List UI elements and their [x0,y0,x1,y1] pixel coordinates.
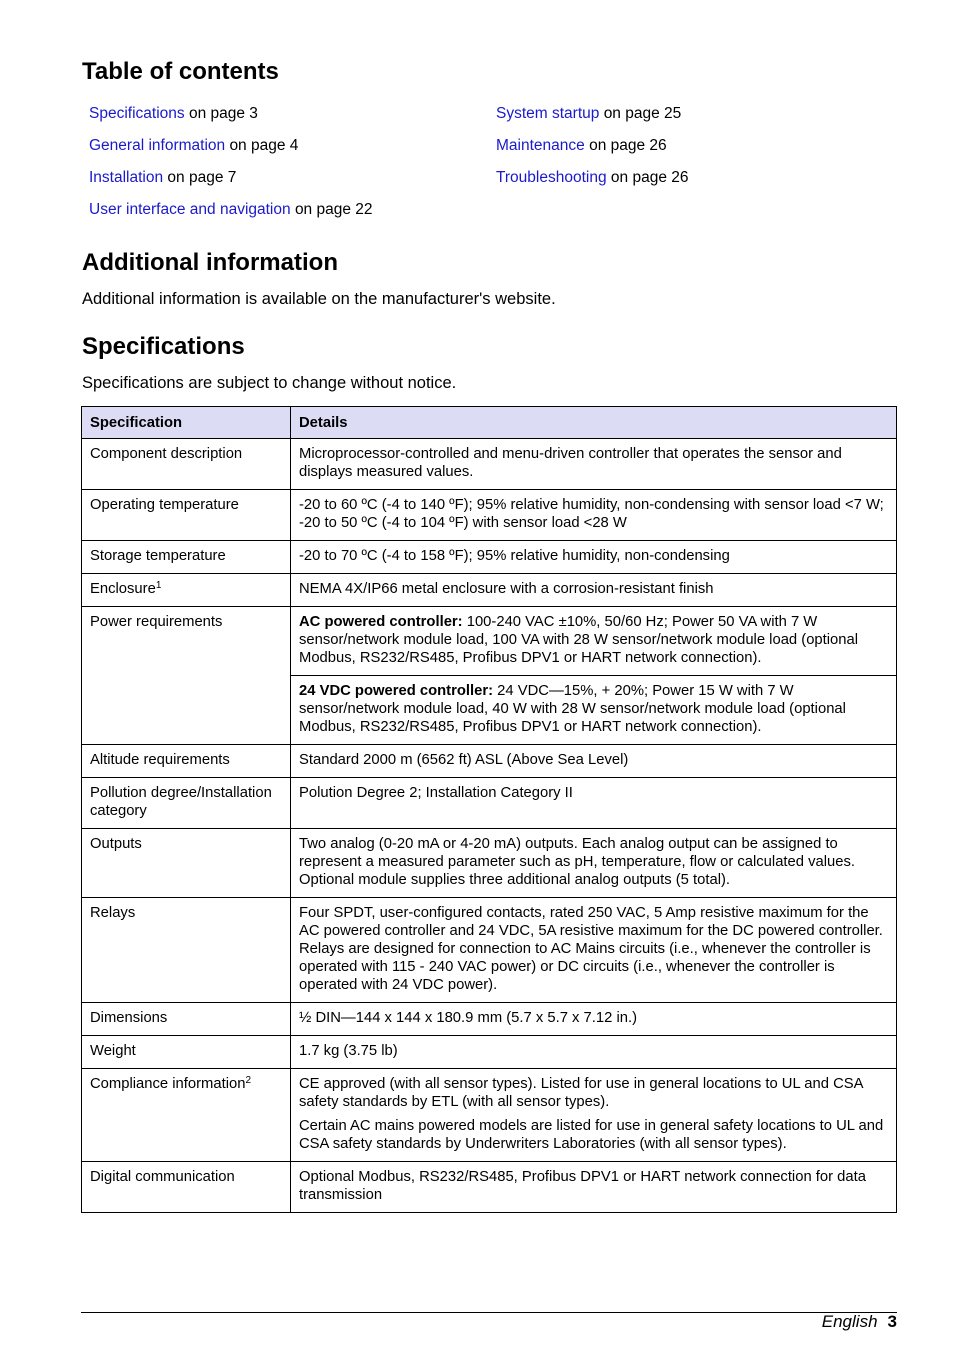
toc-entry [496,136,688,168]
details-cell [291,607,897,676]
spec-cell: Power requirements [82,607,291,745]
details-cell: ½ DIN—144 x 144 x 180.9 mm (5.7 x 5.7 x 7.12 in.) [291,1003,897,1036]
spec-cell: Dimensions [82,1003,291,1036]
toc-page-ref: on page 26 [589,137,667,154]
spec-label: Compliance information [90,1076,246,1092]
toc-page-ref: on page 25 [603,105,682,122]
toc-link-specifications[interactable]: Specifications [89,105,185,122]
toc-right-column [496,104,688,200]
toc-entry [496,104,688,136]
spec-cell: Weight [82,1036,291,1069]
column-header-details: Details [291,407,897,439]
details-cell: Two analog (0-20 mA or 4-20 mA) outputs. Each analog output can be assigned to represent a measured parameter such as pH, temperature, flow or calculated values. Optional module supplies three additional analog outputs (5 total). [291,829,897,898]
table-row [82,607,897,676]
specifications-heading: Specifications [82,333,245,360]
details-cell: Standard 2000 m (6562 ft) ASL (Above Sea Level) [291,745,897,778]
details-cell: Polution Degree 2; Installation Category II [291,778,897,829]
toc-entry [89,200,373,232]
spec-cell: Altitude requirements [82,745,291,778]
spec-cell: Digital communication [82,1162,291,1213]
table-row [82,1162,897,1213]
table-row [82,745,897,778]
page-footer [822,1312,897,1332]
toc-page-ref: on page 3 [188,105,258,122]
toc-link-user-interface[interactable]: User interface and navigation [89,201,291,218]
table-row [82,1003,897,1036]
table-row [82,829,897,898]
spec-cell: Storage temperature [82,541,291,574]
toc-link-installation[interactable]: Installation [89,169,164,186]
footer-divider [81,1312,897,1313]
table-row [82,778,897,829]
details-cell: Four SPDT, user-configured contacts, rated 250 VAC, 5 Amp resistive maximum for the AC powered controller and 24 VDC, 5A resistive maximum for the DC powered controller. Relays are designed for connection to AC Mains circuits (i.e., whenever the controller is operated with 115 - 240 VAC power) or DC circuits (i.e., whenever the controller is operated with 24 VDC power). [291,898,897,1003]
toc-entry [89,136,373,168]
details-cell: -20 to 70 ºC (-4 to 158 ºF); 95% relative humidity, non-condensing [291,541,897,574]
spec-cell: Outputs [82,829,291,898]
toc-left-column [89,104,373,232]
spec-cell: Relays [82,898,291,1003]
toc-page-ref: on page 26 [610,169,689,186]
spec-cell: Component description [82,439,291,490]
dc-controller-label: 24 VDC powered controller: [299,683,494,699]
details-cell [291,1069,897,1162]
details-cell: Microprocessor-controlled and menu-driven controller that operates the sensor and displays measured values. [291,439,897,490]
spec-cell: Operating temperature [82,490,291,541]
footnote-marker: 1 [155,580,162,591]
toc-entry [89,104,373,136]
toc-link-troubleshooting[interactable]: Troubleshooting [496,169,607,186]
table-row [82,1036,897,1069]
details-cell: -20 to 60 ºC (-4 to 140 ºF); 95% relative humidity, non-condensing with sensor load <7 W; -20 to 50 ºC (-4 to 104 ºF) with sensor load <28 W [291,490,897,541]
page-number: 3 [887,1312,897,1331]
spec-cell [82,1069,291,1162]
toc-page-ref: on page 22 [294,201,373,218]
ac-controller-text: 100-240 VAC ±10%, 50/60 Hz; Power 50 VA with 7 W sensor/network module load, 100 VA with 28 W sensor/network module load (optional Modbus, RS232/RS485, Profibus DPV1 or HART network connection). [299,614,859,666]
table-row [82,1069,897,1162]
ac-controller-label: AC powered controller: [299,614,463,630]
dc-controller-text: 24 VDC—15%, + 20%; Power 15 W with 7 W sensor/network module load, 40 W with 28 W sensor/network module load (optional Modbus, RS232/RS485, Profibus DPV1 or HART network connection). [299,683,846,735]
specifications-table [81,406,897,1213]
column-header-specification: Specification [82,407,291,439]
details-paragraph: Certain AC mains powered models are listed for use in general safety locations to UL and CSA safety standards by Underwriters Laboratories (with all sensor types). [299,1118,884,1152]
table-row [82,541,897,574]
toc-entry [496,168,688,200]
table-header-row [82,407,897,439]
details-cell [291,676,897,745]
table-row [82,898,897,1003]
toc-heading: Table of contents [82,58,279,85]
toc-entry [89,168,373,200]
details-paragraph: CE approved (with all sensor types). Listed for use in general locations to UL and CSA safety standards by ETL (with all sensor types). [299,1076,863,1110]
toc-link-general-information[interactable]: General information [89,137,226,154]
details-cell: NEMA 4X/IP66 metal enclosure with a corrosion-resistant finish [291,574,897,607]
toc-page-ref: on page 4 [229,137,299,154]
footnote-marker: 2 [245,1075,252,1086]
specifications-intro: Specifications are subject to change without notice. [82,374,457,392]
spec-label: Enclosure [90,581,156,597]
footer-language: English [821,1312,878,1331]
details-cell: Optional Modbus, RS232/RS485, Profibus DPV1 or HART network connection for data transmission [291,1162,897,1213]
table-row [82,490,897,541]
table-row [82,439,897,490]
spec-cell [82,574,291,607]
toc-link-maintenance[interactable]: Maintenance [496,137,585,154]
additional-information-heading: Additional information [82,249,338,276]
toc-link-system-startup[interactable]: System startup [496,105,600,122]
spec-cell: Pollution degree/Installation category [82,778,291,829]
additional-information-text: Additional information is available on the manufacturer's website. [82,290,556,308]
details-cell: 1.7 kg (3.75 lb) [291,1036,897,1069]
table-row [82,574,897,607]
toc-page-ref: on page 7 [167,169,237,186]
